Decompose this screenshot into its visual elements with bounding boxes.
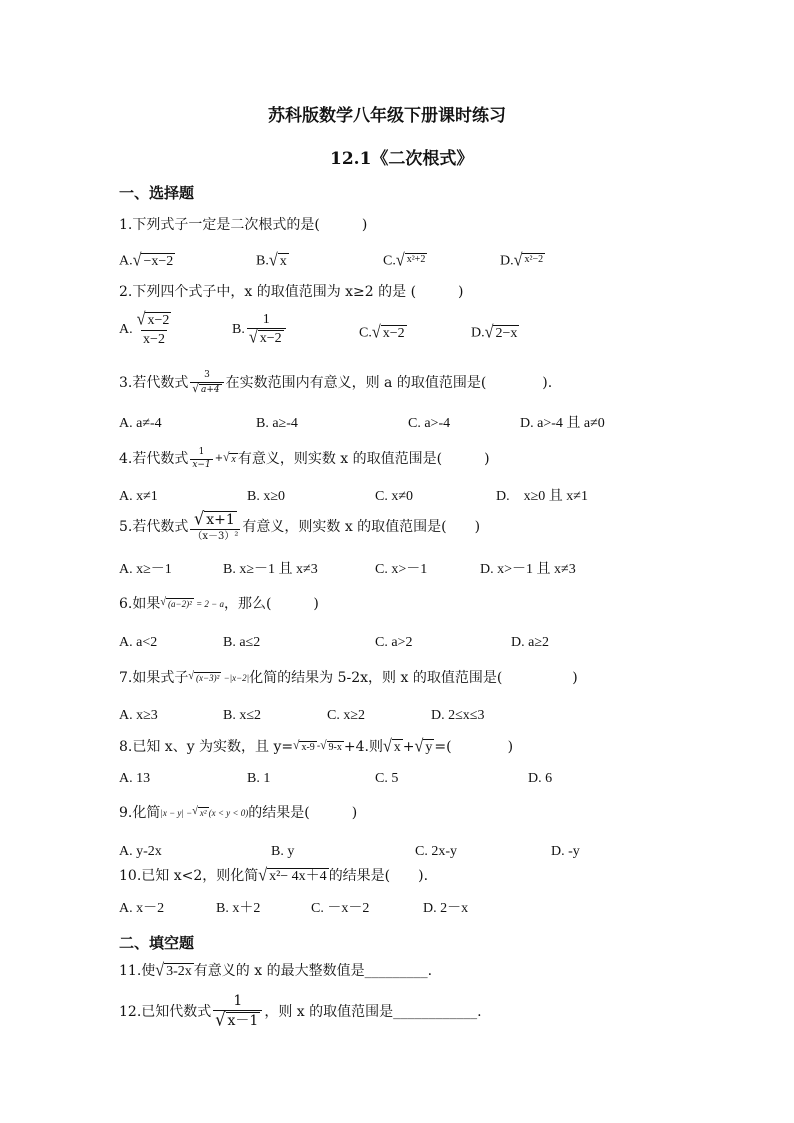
question-10-option-c: C. －x－2 bbox=[311, 901, 370, 916]
question-4-option-c: C. x≠0 bbox=[375, 489, 414, 504]
question-9-option-d: D. -y bbox=[551, 844, 580, 859]
question-5-option-a: A. x≥－1 bbox=[119, 562, 172, 577]
question-6-option-b: B. a≤2 bbox=[223, 635, 261, 650]
question-5-option-b: B. x≥－1 且 x≠3 bbox=[223, 562, 318, 577]
question-1-option-d: D. √ x²−2 bbox=[500, 251, 544, 270]
page-title: 苏科版数学八年级下册课时练习 bbox=[268, 106, 506, 126]
question-8-option-b: B. 1 bbox=[247, 771, 271, 786]
question-3-option-c: C. a>-4 bbox=[408, 416, 451, 431]
question-9-option-b: B. y bbox=[271, 844, 295, 859]
question-8-stem: 8.已知 x、y 为实数，且 y= √ x-9 - √ 9-x +4.则 √ x + √ y =( ) bbox=[119, 737, 514, 756]
question-7-option-c: C. x≥2 bbox=[327, 708, 366, 723]
question-5-option-c: C. x>－1 bbox=[375, 562, 428, 577]
question-3-option-a: A. a≠-4 bbox=[119, 416, 162, 431]
question-1-stem: 1.下列式子一定是二次根式的是( ) bbox=[119, 217, 368, 233]
question-10-stem: 10.已知 x<2，则化简 √ x²− 4x＋4 的结果是( ). bbox=[119, 866, 429, 885]
question-8-option-a: A. 13 bbox=[119, 771, 151, 786]
question-12-stem: 12.已知代数式 1 √ x－1 ，则 x 的取值范围是____________. bbox=[119, 993, 482, 1031]
question-1-option-a: A. √ −x−2 bbox=[119, 251, 174, 270]
question-10-option-a: A. x－2 bbox=[119, 901, 165, 916]
question-10-option-b: B. x＋2 bbox=[216, 901, 261, 916]
question-11-stem: 11.使 √ 3-2x 有意义的 x 的最大整数值是_________. bbox=[119, 961, 433, 980]
question-6-option-a: A. a<2 bbox=[119, 635, 158, 650]
question-9-option-a: A. y-2x bbox=[119, 844, 162, 859]
question-4-stem: 4.若代数式 $\frac{1}{x-1}$ + √ x 有意义，则实数 x 的取值范围是( ) bbox=[119, 447, 490, 470]
question-8-option-c: C. 5 bbox=[375, 771, 399, 786]
question-5-option-d: D. x>－1 且 x≠3 bbox=[480, 562, 576, 577]
question-6-option-d: D. a≥2 bbox=[511, 635, 550, 650]
question-9-option-c: C. 2x-y bbox=[415, 844, 457, 859]
question-4-option-a: A. x≠1 bbox=[119, 489, 158, 504]
question-8-option-d: D. 6 bbox=[528, 771, 553, 786]
question-1-option-c: C. √ x²+2 bbox=[383, 251, 426, 270]
question-3-stem: 3.若代数式 3 √ a+4 在实数范围内有意义，则 a 的取值范围是( ). bbox=[119, 370, 553, 396]
question-6-option-c: C. a>2 bbox=[375, 635, 413, 650]
question-3-option-b: B. a≥-4 bbox=[256, 416, 298, 431]
question-7-stem: 7.如果式子 √ (x−3)² −|x−2| 化简的结果为 5-2x，则 x 的取值范围是( ) bbox=[119, 670, 578, 686]
section-choice-heading: 一、选择题 bbox=[119, 184, 195, 202]
question-1-option-b: B. √ x bbox=[256, 251, 287, 270]
question-5-stem: 5.若代数式 √ x+1 （x－3）² 有意义，则实数 x 的取值范围是( ) bbox=[119, 507, 481, 543]
question-4-option-d: D. x≥0 且 x≠1 bbox=[496, 489, 588, 504]
question-9-stem: 9.化简 |x − y| − √ x² (x < y < 0) 的结果是( ) bbox=[119, 805, 358, 821]
question-6-stem: 6.如果 √ (a−2)² = 2 − a ，那么( ) bbox=[119, 596, 319, 612]
section-fill-heading: 二、填空题 bbox=[119, 934, 195, 952]
question-10-option-d: D. 2－x bbox=[423, 901, 469, 916]
question-2-stem: 2.下列四个式子中，x 的取值范围为 x≥2 的是 ( ) bbox=[119, 284, 464, 300]
question-2-option-a: A. √ x−2 x−2 bbox=[119, 310, 170, 347]
question-2-option-d: D. √ 2−x bbox=[471, 323, 518, 342]
question-2-option-b: B. 1 √ x−2 bbox=[232, 312, 288, 347]
page-subtitle: 12.1《二次根式》 bbox=[330, 149, 474, 169]
question-7-option-a: A. x≥3 bbox=[119, 708, 158, 723]
question-7-option-d: D. 2≤x≤3 bbox=[431, 708, 485, 723]
question-7-option-b: B. x≤2 bbox=[223, 708, 262, 723]
question-2-option-c: C. √ x−2 bbox=[359, 323, 405, 342]
question-3-option-d: D. a>-4 且 a≠0 bbox=[520, 416, 605, 431]
question-4-option-b: B. x≥0 bbox=[247, 489, 286, 504]
